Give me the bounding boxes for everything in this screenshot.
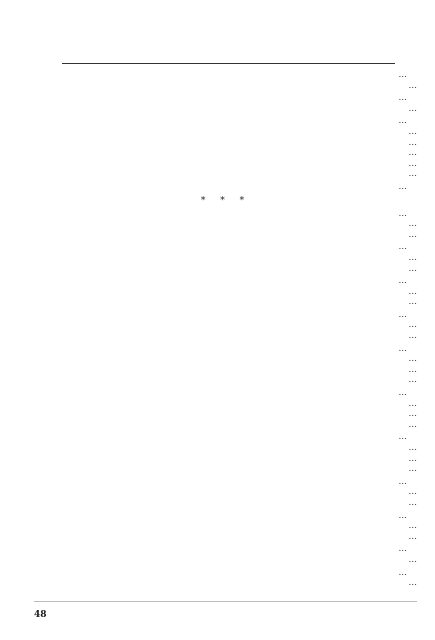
text-line: …	[408, 364, 417, 375]
paragraph	[34, 116, 417, 180]
text-line: …	[408, 354, 417, 365]
text-line: …	[408, 263, 417, 274]
text-line: …	[408, 148, 417, 159]
text-line: …	[408, 229, 417, 240]
text-line: …	[398, 93, 407, 104]
text-line: …	[398, 388, 407, 399]
text-line: …	[398, 208, 407, 219]
text-line: …	[408, 521, 417, 532]
text-line: …	[408, 320, 417, 331]
text-line: …	[408, 443, 417, 453]
text-line: …	[408, 137, 417, 148]
paragraph	[34, 568, 417, 589]
paragraph	[34, 310, 417, 342]
text-line: …	[408, 497, 417, 508]
text-line: …	[398, 432, 407, 443]
text-line: …	[398, 116, 407, 127]
section-separator: * * *	[200, 195, 251, 206]
text-line: …	[398, 309, 407, 320]
text-line: …	[408, 409, 417, 420]
text-section-before-separator	[34, 70, 417, 193]
text-line: …	[398, 567, 407, 578]
body-text	[34, 70, 417, 598]
page-number: 48	[34, 610, 47, 620]
text-line: …	[408, 419, 417, 430]
text-line: …	[408, 398, 417, 409]
paragraph	[34, 511, 417, 543]
paragraph	[34, 432, 417, 474]
paragraph	[34, 209, 417, 241]
paragraph	[34, 182, 417, 193]
text-line: …	[398, 242, 407, 253]
paragraph	[34, 344, 417, 386]
text-line: …	[398, 544, 407, 555]
text-line: …	[408, 103, 417, 114]
text-line: …	[408, 169, 417, 180]
paragraph	[34, 70, 417, 91]
text-line: …	[408, 252, 417, 263]
text-line: …	[408, 453, 417, 464]
text-line: …	[398, 510, 407, 521]
paragraph	[34, 388, 417, 430]
text-line: …	[408, 80, 417, 91]
paragraph	[34, 242, 417, 274]
header-rule	[62, 63, 395, 64]
text-line: …	[408, 219, 417, 230]
text-line: …	[398, 276, 407, 287]
text-line: …	[408, 375, 417, 386]
footer-rule	[34, 601, 417, 602]
text-line: …	[408, 126, 417, 137]
text-line: …	[408, 578, 417, 589]
text-line: …	[408, 464, 417, 475]
text-line: …	[408, 286, 417, 297]
text-line: …	[408, 158, 417, 169]
text-line: …	[398, 343, 407, 354]
paragraph	[34, 477, 417, 509]
text-section-after-separator	[34, 209, 417, 589]
text-line: …	[398, 70, 407, 80]
text-line: …	[398, 476, 407, 487]
text-line: …	[398, 181, 407, 192]
text-line: …	[408, 297, 417, 308]
paragraph	[34, 93, 417, 114]
paragraph	[34, 544, 417, 565]
paragraph	[34, 276, 417, 308]
text-line: …	[408, 331, 417, 342]
text-line: …	[408, 531, 417, 542]
text-line: …	[408, 487, 417, 498]
text-line: …	[408, 554, 417, 565]
